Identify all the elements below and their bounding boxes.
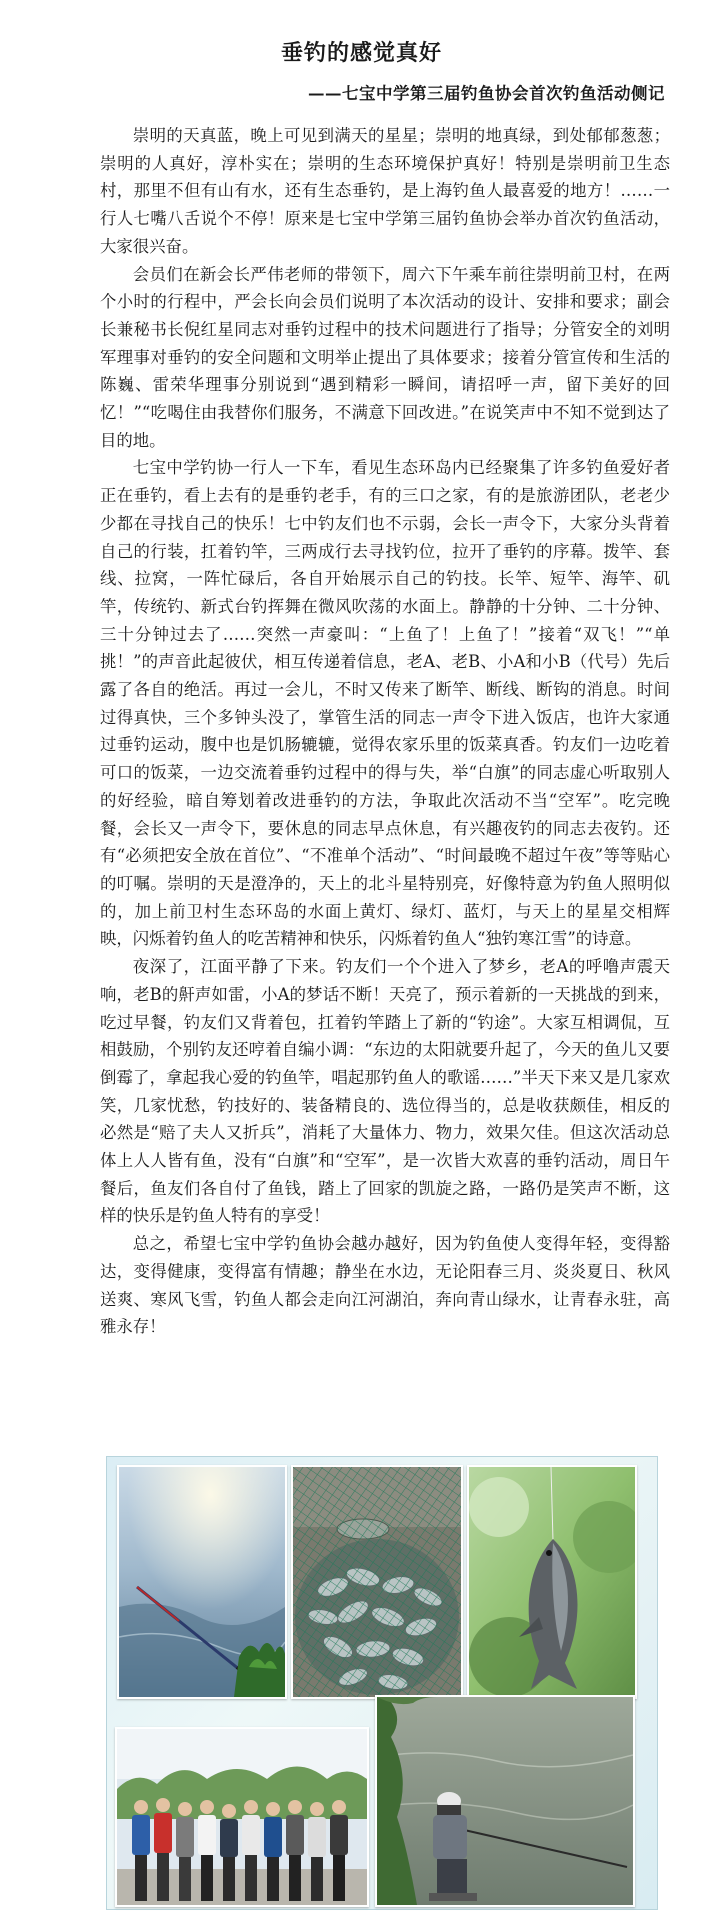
article-paragraph: 七宝中学钓协一行人一下车，看见生态环岛内已经聚集了许多钓鱼爱好者正在垂钓，看上去有的是垂钓老手，有的三口之家，有的是旅游团队，老老少少都在寻找自己的快乐！七中钓友们也不示弱，会长一声令下，大家分头背着自己的行装，扛着钓竿，三两成行去寻找钓位，拉开了垂钓的序幕。拨竿、套线、拉窝，一阵忙碌后，各自开始展示自己的钓技。长竿、短竿、海竿、矶竿，传统钓、新式台钓挥舞在微风吹荡的水面上。静静的十分钟、二十分钟、三十分钟过去了……突然一声豪叫：“上鱼了！上鱼了！”接着“双飞！”“单挑！”的声音此起彼伏，相互传递着信息，老A、老B、小A和小B（代号）先后露了各自的绝活。再过一会儿，不时又传来了断竿、断线、断钩的消息。时间过得真快，三个多钟头没了，掌管生活的同志一声令下进入饭店，也许大家通过垂钓运动，腹中也是饥肠辘辘，觉得农家乐里的饭菜真香。钓友们一边吃着可口的饭菜，一边交流着垂钓过程中的得与失，举“白旗”的同志虚心听取别人的好经验，暗自筹划着改进垂钓的方法，争取此次活动不当“空军”。吃完晚餐，会长又一声令下，要休息的同志早点休息，有兴趣夜钓的同志去夜钓。还有“必须把安全放在首位”、“不准单个活动”、“时间最晚不超过午夜”等等贴心的叮嘱。崇明的天是澄净的，天上的北斗星特别亮，好像特意为钓鱼人照明似的，加上前卫村生态环岛的水面上黄灯、绿灯、蓝灯，与天上的星星交相辉映，闪烁着钓鱼人的吃苦精神和快乐，闪烁着钓鱼人“独钓寒江雪”的诗意。 xyxy=(100,458,670,949)
fish-catch-in-net-photo xyxy=(291,1465,463,1699)
angler-at-waterside-photo xyxy=(375,1695,635,1907)
article-paragraph: 崇明的天真蓝，晚上可见到满天的星星；崇明的地真绿，到处郁郁葱葱；崇明的人真好，淳朴实在；崇明的生态环境保护真好！特别是崇明前卫生态村，那里不但有山有水，还有生态垂钓，是上海钓鱼人最喜爱的地方！……一行人七嘴八舌说个不停！原来是七宝中学第三届钓鱼协会举办首次钓鱼活动，大家很兴奋。 xyxy=(100,126,670,256)
group-photo xyxy=(115,1727,369,1907)
photo-collage xyxy=(106,1456,658,1910)
article-paragraph: 夜深了，江面平静了下来。钓友们一个个进入了梦乡，老A的呼噜声震天响，老B的鼾声如雷，小A的梦话不断！天亮了，预示着新的一天挑战的到来，吃过早餐，钓友们又背着包，扛着钓竿踏上了新的“钓途”。大家互相调侃，互相鼓励，个别钓友还哼着自编小调：“东边的太阳就要升起了，今天的鱼儿又要倒霉了，拿起我心爱的钓鱼竿，唱起那钓鱼人的歌谣……”半天下来又是几家欢笑，几家忧愁，钓技好的、装备精良的、选位得当的，总是收获颇佳，相反的必然是“赔了夫人又折兵”，消耗了大量体力、物力，效果欠佳。但这次活动总体上人人皆有鱼，没有“白旗”和“空军”，是一次皆大欢喜的垂钓活动，周日午餐后，鱼友们各自付了鱼钱，踏上了回家的凯旋之路，一路仍是笑声不断，这样的快乐是钓鱼人特有的享受！ xyxy=(100,957,670,1226)
hooked-fish-photo xyxy=(467,1465,637,1699)
article-title: 垂钓的感觉真好 xyxy=(280,40,442,66)
article-paragraph: 总之，希望七宝中学钓鱼协会越办越好，因为钓鱼使人变得年轻，变得豁达，变得健康，变得富有情趣；静坐在水边，无论阳春三月、炎炎夏日、秋风送爽、寒风飞雪，钓鱼人都会走向江河湖泊，奔向青山绿水，让青春永驻，高雅永存！ xyxy=(100,1234,670,1337)
article-subtitle: ——七宝中学第三届钓鱼协会首次钓鱼活动侧记 xyxy=(308,84,665,103)
fishing-rod-over-water-photo xyxy=(117,1465,287,1699)
article-body xyxy=(100,122,670,1341)
article-paragraph: 会员们在新会长严伟老师的带领下，周六下午乘车前往崇明前卫村，在两个小时的行程中，严会长向会员们说明了本次活动的设计、安排和要求；副会长兼秘书长倪红星同志对垂钓过程中的技术问题进行了指导；分管安全的刘明军理事对垂钓的安全问题和文明举止提出了具体要求；接着分管宣传和生活的陈巍、雷荣华理事分别说到“遇到精彩一瞬间，请招呼一声，留下美好的回忆！”“吃喝住由我替你们服务，不满意下回改进。”在说笑声中不知不觉到达了目的地。 xyxy=(100,264,670,450)
